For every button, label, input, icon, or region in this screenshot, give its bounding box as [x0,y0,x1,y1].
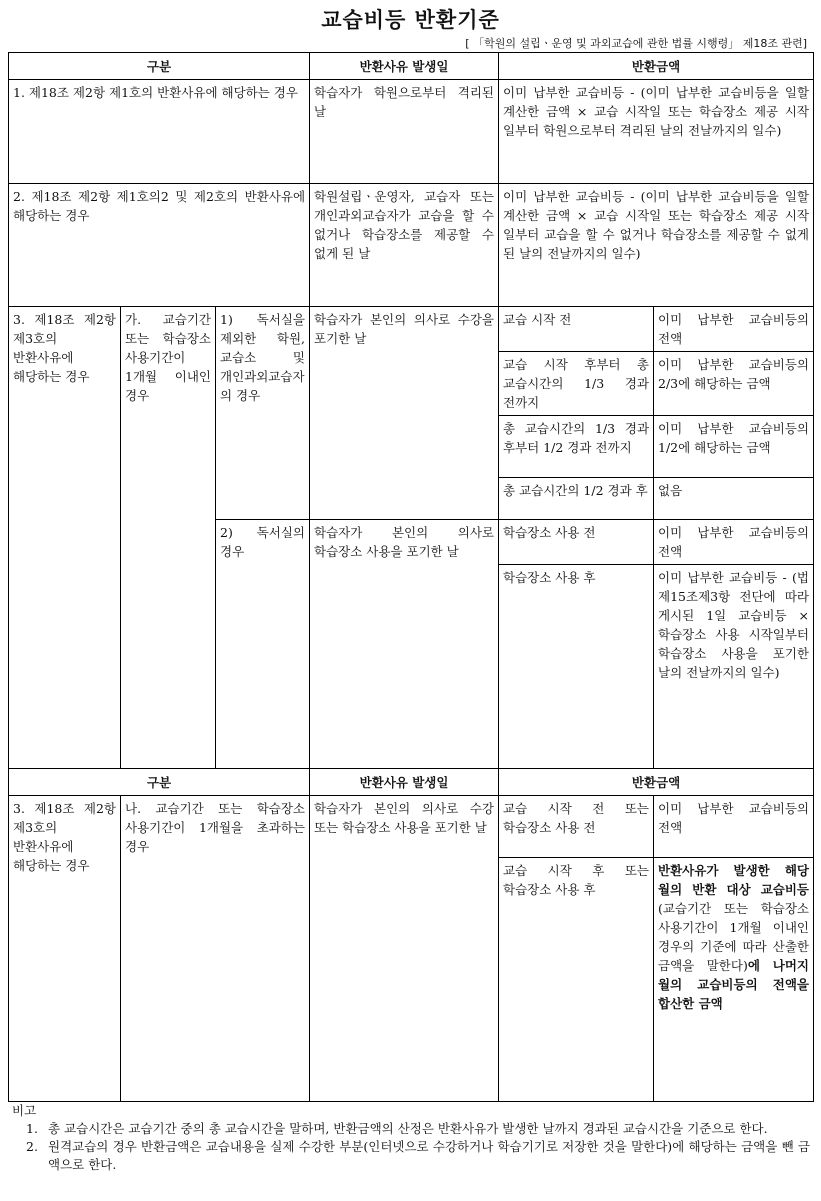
row3-item2-label: 2) 독서실의 경우 [216,520,310,769]
row1-refund: 이미 납부한 교습비등 - (이미 납부한 교습비등을 일할 계산한 금액 × 교습 시작일 또는 학습장소 제공 시작 일부터 학원으로부터 격리된 날의 전날까지의 일수) [499,80,814,184]
notes-section [12,1102,810,1174]
note-number: 2. [26,1139,38,1154]
header-category: 구분 [9,53,310,80]
table-row [9,307,814,352]
table-header-row [9,53,814,80]
row4-case1-when: 교습 시작 전 또는 학습장소 사용 전 [499,796,654,858]
row3-item1-case4-when: 총 교습시간의 1/2 경과 후 [499,478,654,520]
row3-item1-case2-amount: 이미 납부한 교습비등의 2/3에 해당하는 금액 [654,352,814,416]
table-row [9,80,814,184]
header-refund-repeat: 반환금액 [499,769,814,796]
row3-item1-case1-amount: 이미 납부한 교습비등의 전액 [654,307,814,352]
row3-item1-case3-when: 총 교습시간의 1/3 경과 후부터 1/2 경과 전까지 [499,416,654,478]
row2-occurrence: 학원설립ㆍ운영자, 교습자 또는 개인과외교습자가 교습을 할 수 없거나 학습장소를 제공할 수 없게 된 날 [310,184,499,307]
row4-category: 3. 제18조 제2항 제3호의 반환사유에 해당하는 경우 [9,796,121,1102]
note-number: 1. [26,1121,38,1136]
row4-case2-amount-paren: (교습기간 또는 학습장소 사용기간이 1개월 이내인 경우의 기준에 따라 산출한 금액을 말한다) [658,901,810,973]
row4-case1-amount: 이미 납부한 교습비등의 전액 [654,796,814,858]
row3-item1-occurrence: 학습자가 본인의 의사로 수강을 포기한 날 [310,307,499,520]
note-text: 총 교습시간은 교습기간 중의 총 교습시간을 말하며, 반환금액의 산정은 반환사유가 발생한 날까지 경과된 교습시간을 기준으로 한다. [48,1121,768,1136]
row3-item2-occurrence: 학습자가 본인의 의사로 학습장소 사용을 포기한 날 [310,520,499,769]
table-row [9,796,814,858]
note-item [26,1120,810,1138]
table-header-row-repeat [9,769,814,796]
table-row [9,184,814,307]
row2-category: 2. 제18조 제2항 제1호의2 및 제2호의 반환사유에 해당하는 경우 [9,184,310,307]
header-occurrence: 반환사유 발생일 [310,53,499,80]
document-title: 교습비등 반환기준 [321,8,500,32]
row3-item2-case1-amount: 이미 납부한 교습비등의 전액 [654,520,814,565]
legal-reference: [ 「학원의 설립ㆍ운영 및 과외교습에 관한 법률 시행령」 제18조 관련] [465,37,807,50]
row3-item2-case1-when: 학습장소 사용 전 [499,520,654,565]
row3-subsection-ga: 가. 교습기간 또는 학습장소 사용기간이 1개월 이내인 경우 [121,307,216,769]
row2-refund: 이미 납부한 교습비등 - (이미 납부한 교습비등을 일할 계산한 금액 × 교습 시작일 또는 학습장소 제공 시작 일부터 교습을 할 수 없거나 학습장소를 제공할 수 없게 된 날의 전날까지의 일수) [499,184,814,307]
row3-item2-case2-when: 학습장소 사용 후 [499,565,654,769]
note-item [26,1138,810,1174]
note-text: 원격교습의 경우 반환금액은 교습내용을 실제 수강한 부분(인터넷으로 수강하거나 학습기기로 저장한 것을 말한다)에 해당하는 금액을 뺀 금액으로 한다. [48,1139,810,1172]
row4-case2-amount-bold2: 에 나머지 월의 교습비등의 전액을 합산한 금액 [658,958,810,1011]
row4-case2-amount [654,858,814,1102]
row4-case2-amount-bold1: 반환사유가 발생한 해당 월의 반환 대상 교습비등 [658,863,810,897]
row4-occurrence: 학습자가 본인의 의사로 수강 또는 학습장소 사용을 포기한 날 [310,796,499,1102]
row3-item2-case2-amount: 이미 납부한 교습비등 - (법 제15조제3항 전단에 따라 게시된 1일 교습비등 × 학습장소 사용 시작일부터 학습장소 사용을 포기한 날의 전날까지의 일수) [654,565,814,769]
row3-item1-case3-amount: 이미 납부한 교습비등의 1/2에 해당하는 금액 [654,416,814,478]
row3-item1-case1-when: 교습 시작 전 [499,307,654,352]
row3-item1-case4-amount: 없음 [654,478,814,520]
row4-case2-when: 교습 시작 후 또는 학습장소 사용 후 [499,858,654,1102]
row3-category: 3. 제18조 제2항 제3호의 반환사유에 해당하는 경우 [9,307,121,769]
header-refund: 반환금액 [499,53,814,80]
notes-heading: 비고 [12,1103,37,1118]
row1-occurrence: 학습자가 학원으로부터 격리된 날 [310,80,499,184]
refund-criteria-table [8,52,814,1102]
row4-subsection-na: 나. 교습기간 또는 학습장소 사용기간이 1개월을 초과하는 경우 [121,796,310,1102]
row3-item1-label: 1) 독서실을 제외한 학원, 교습소 및 개인과외교습자의 경우 [216,307,310,520]
row1-category: 1. 제18조 제2항 제1호의 반환사유에 해당하는 경우 [9,80,310,184]
row3-item1-case2-when: 교습 시작 후부터 총 교습시간의 1/3 경과 전까지 [499,352,654,416]
header-category-repeat: 구분 [9,769,310,796]
header-occurrence-repeat: 반환사유 발생일 [310,769,499,796]
